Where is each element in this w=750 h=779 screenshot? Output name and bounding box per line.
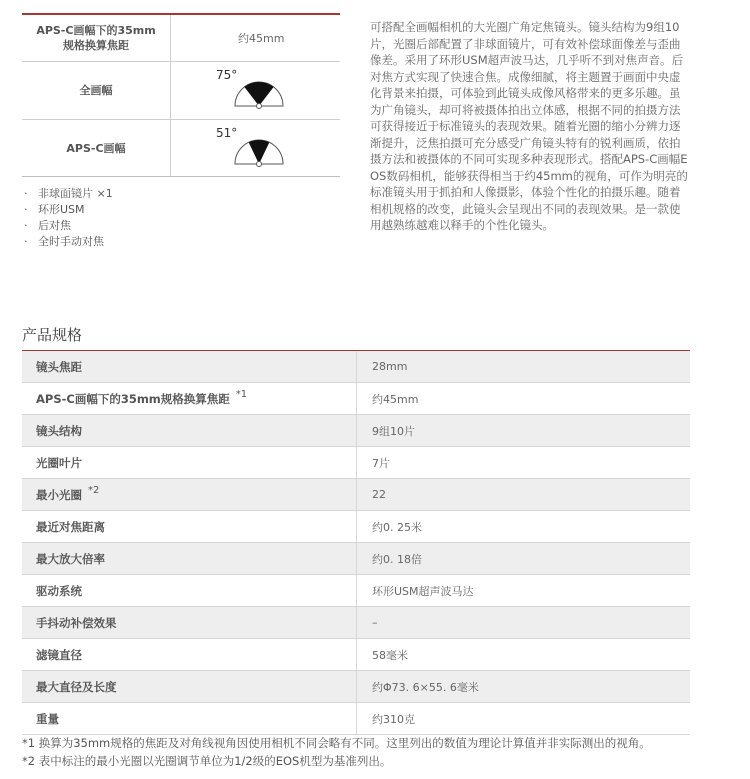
spec-value: 约0. 25米 [372, 520, 422, 534]
feature-list [24, 186, 113, 250]
spec-value: 约45mm [372, 392, 419, 406]
angle-figure-apsc [171, 120, 315, 176]
spec-row [22, 479, 690, 511]
spec-value: – [372, 616, 378, 629]
spec-key: 重量 [22, 703, 357, 734]
spec-key: 最近对焦距离 [22, 511, 357, 542]
angle-table-value: 约45mm [238, 32, 285, 45]
angle-table-row-full-frame [22, 61, 340, 119]
spec-row [22, 639, 690, 671]
angle-of-view-icon [231, 66, 287, 114]
label-line-2: 规格换算焦距 [63, 39, 129, 52]
spec-key: 手抖动补偿效果 [22, 607, 357, 638]
product-description: 可搭配全画幅相机的大光圈广角定焦镜头。镜头结构为9组10片，光圈后部配置了非球面镜片，可有效补偿球面像差与歪曲像差。采用了环形USM超声波马达，几乎听不到对焦声音。后对焦方式实现了快速合焦。成像细腻，将主题置于画面中央虚化背景来拍摄，可体验到此镜头成像风格带来的更多乐趣。虽为广角镜头，却可将被摄体拍出立体感，根据不同的拍摄方法可获得接近于标准镜头的表现效果。随着光圈的缩小分辨力逐渐提升，泛焦拍摄可充分感受广角镜头特有的锐利画质，依拍摄方法和被摄体的不同可实现多种表现形式。搭配APS-C画幅EOS数码相机，能够获得相当于约45mm的视角，可作为明亮的标准镜头用于抓拍和人像摄影，体验个性化的拍摄乐趣。随着相机规格的改变，此镜头会呈现出不同的表现效果。是一款使用越熟练越难以释手的个性化镜头。 [370, 20, 688, 232]
spec-key: 最大直径及长度 [22, 671, 357, 702]
spec-key: 镜头结构 [22, 415, 357, 446]
spec-value: 环形USM超声波马达 [372, 584, 474, 598]
spec-row [22, 607, 690, 639]
spec-key: 驱动系统 [22, 575, 357, 606]
feature-item: · 环形USM [24, 203, 85, 216]
angle-figure-full-frame [171, 62, 315, 118]
angle-table-label [22, 15, 171, 61]
spec-value: 9组10片 [372, 424, 415, 438]
angle-number: 51° [216, 126, 238, 140]
spec-value: 22 [372, 488, 386, 501]
feature-item: · 全时手动对焦 [24, 235, 104, 248]
angle-number: 75° [216, 68, 238, 82]
spec-row [22, 351, 690, 383]
spec-row [22, 511, 690, 543]
spec-value: 7片 [372, 456, 390, 470]
feature-item: · 非球面镜片 ×1 [24, 187, 113, 200]
spec-value: 28mm [372, 360, 408, 373]
angle-of-view-table [22, 13, 340, 177]
angle-table-label: APS-C画幅 [22, 120, 171, 176]
feature-item: · 后对焦 [24, 219, 71, 232]
spec-key: 滤镜直径 [22, 639, 357, 670]
spec-section-title: 产品规格 [22, 326, 83, 344]
spec-key: 镜头焦距 [22, 351, 357, 382]
footnote-1: *1 换算为35mm规格的焦距及对角线视角因使用相机不同会略有不同。这里列出的数值为理论计算值并非实际测出的视角。 [22, 736, 651, 750]
angle-of-view-icon [231, 124, 287, 172]
angle-table-row-equivalent-focal [22, 15, 340, 61]
spec-value: 约310克 [372, 712, 415, 726]
label-line-1: APS-C画幅下的35mm [36, 24, 156, 37]
spec-row [22, 383, 690, 415]
spec-key: APS-C画幅下的35mm规格换算焦距 $^{*1}$ [22, 383, 357, 414]
spec-row [22, 447, 690, 479]
spec-value: 约Φ73. 6×55. 6毫米 [372, 680, 479, 694]
footnote-marker: *1 [235, 389, 248, 400]
footnote-2: *2 表中标注的最小光圈以光圈调节单位为1/2级的EOS机型为基准列出。 [22, 754, 392, 768]
footnotes [22, 734, 651, 770]
spec-key: 光圈叶片 [22, 447, 357, 478]
spec-key: 最小光圈 $^{*2}$ [22, 479, 357, 510]
spec-row [22, 703, 690, 735]
spec-table [22, 351, 690, 735]
spec-value: 约0. 18倍 [372, 552, 422, 566]
spec-row [22, 543, 690, 575]
spec-row [22, 671, 690, 703]
spec-row [22, 575, 690, 607]
spec-value: 58毫米 [372, 648, 408, 662]
footnote-marker: *2 [88, 485, 100, 496]
spec-row [22, 415, 690, 447]
angle-table-label: 全画幅 [22, 62, 171, 119]
spec-key: 最大放大倍率 [22, 543, 357, 574]
angle-table-row-apsc [22, 119, 340, 176]
